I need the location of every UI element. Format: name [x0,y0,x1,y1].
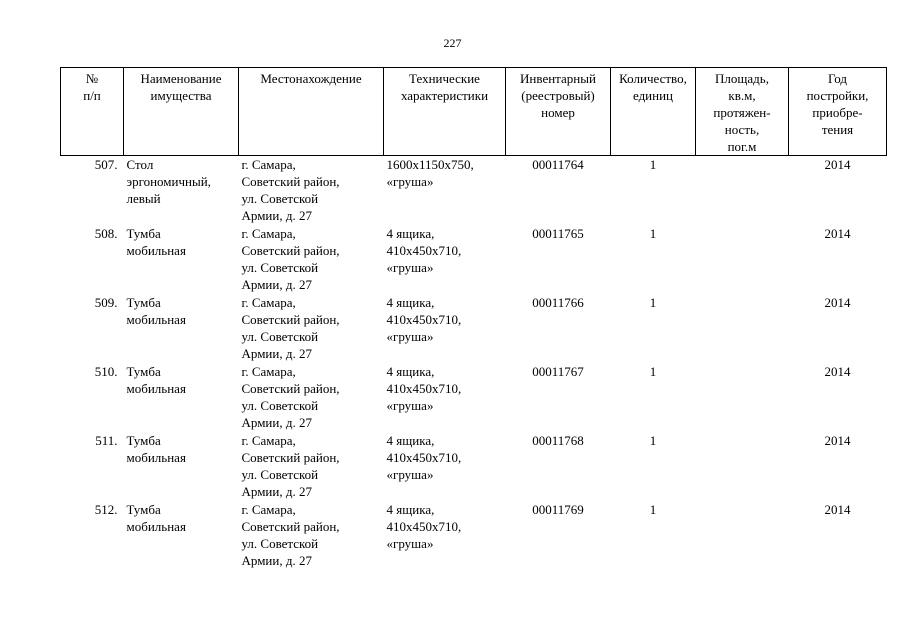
row-number: 511. [95,433,118,448]
row-number: 509. [94,295,118,310]
table-row [61,156,887,226]
row-quantity: 1 [649,157,657,172]
row-location: г. Самара, Советский район, ул. Советской Армии, д. 27 [241,433,340,499]
header-inventory-number: Инвентарный (реестровый) номер [506,68,611,156]
row-area [696,432,789,501]
header-year: Год постройки, приобре- тения [789,68,887,156]
header-name: Наименование имущества [124,68,239,156]
header-location: Местонахождение [239,68,384,156]
row-specs: 4 ящика, 410х450х710, «груша» [386,502,462,551]
header-area: Площадь, кв.м, протяжен- ность, пог.м [696,68,789,156]
row-quantity: 1 [649,502,657,517]
row-area [696,225,789,294]
row-quantity: 1 [649,433,657,448]
row-area [696,363,789,432]
row-quantity: 1 [649,226,657,241]
row-location: г. Самара, Советский район, ул. Советской Армии, д. 27 [241,364,340,430]
row-specs: 4 ящика, 410х450х710, «груша» [386,364,462,413]
property-table [60,67,887,570]
row-year: 2014 [824,364,851,379]
row-year: 2014 [824,433,851,448]
row-year: 2014 [824,226,851,241]
row-area [696,501,789,570]
table-row [61,363,887,432]
row-inventory-number: 00011768 [532,433,584,448]
table-row [61,501,887,570]
row-inventory-number: 00011769 [532,502,584,517]
row-year: 2014 [824,157,851,172]
row-inventory-number: 00011764 [532,157,584,172]
row-area [696,156,789,226]
row-specs: 4 ящика, 410х450х710, «груша» [386,433,462,482]
row-quantity: 1 [649,295,657,310]
row-year: 2014 [824,502,851,517]
row-name: Тумба мобильная [126,226,186,258]
row-specs: 4 ящика, 410х450х710, «груша» [386,295,462,344]
row-name: Тумба мобильная [126,433,186,465]
row-location: г. Самара, Советский район, ул. Советской Армии, д. 27 [241,157,340,223]
table-header-row [61,68,887,156]
page-number: 227 [443,36,462,50]
row-number: 507. [94,157,118,172]
row-name: Тумба мобильная [126,364,186,396]
row-number: 512. [94,502,118,517]
header-quantity: Количество, единиц [611,68,696,156]
row-specs: 4 ящика, 410х450х710, «груша» [386,226,462,275]
row-inventory-number: 00011767 [532,364,584,379]
table-row [61,225,887,294]
row-area [696,294,789,363]
row-number: 508. [94,226,118,241]
row-location: г. Самара, Советский район, ул. Советской Армии, д. 27 [241,295,340,361]
row-inventory-number: 00011766 [532,295,584,310]
table-row [61,294,887,363]
row-year: 2014 [824,295,851,310]
row-location: г. Самара, Советский район, ул. Советской Армии, д. 27 [241,226,340,292]
table-row [61,432,887,501]
row-quantity: 1 [649,364,657,379]
row-name: Тумба мобильная [126,295,186,327]
header-specs: Технические характеристики [384,68,506,156]
row-location: г. Самара, Советский район, ул. Советской Армии, д. 27 [241,502,340,568]
row-specs: 1600х1150х750, «груша» [386,157,474,189]
row-name: Тумба мобильная [126,502,186,534]
row-inventory-number: 00011765 [532,226,584,241]
row-number: 510. [94,364,118,379]
header-number: № п/п [61,68,124,156]
row-name: Стол эргономичный, левый [126,157,211,206]
